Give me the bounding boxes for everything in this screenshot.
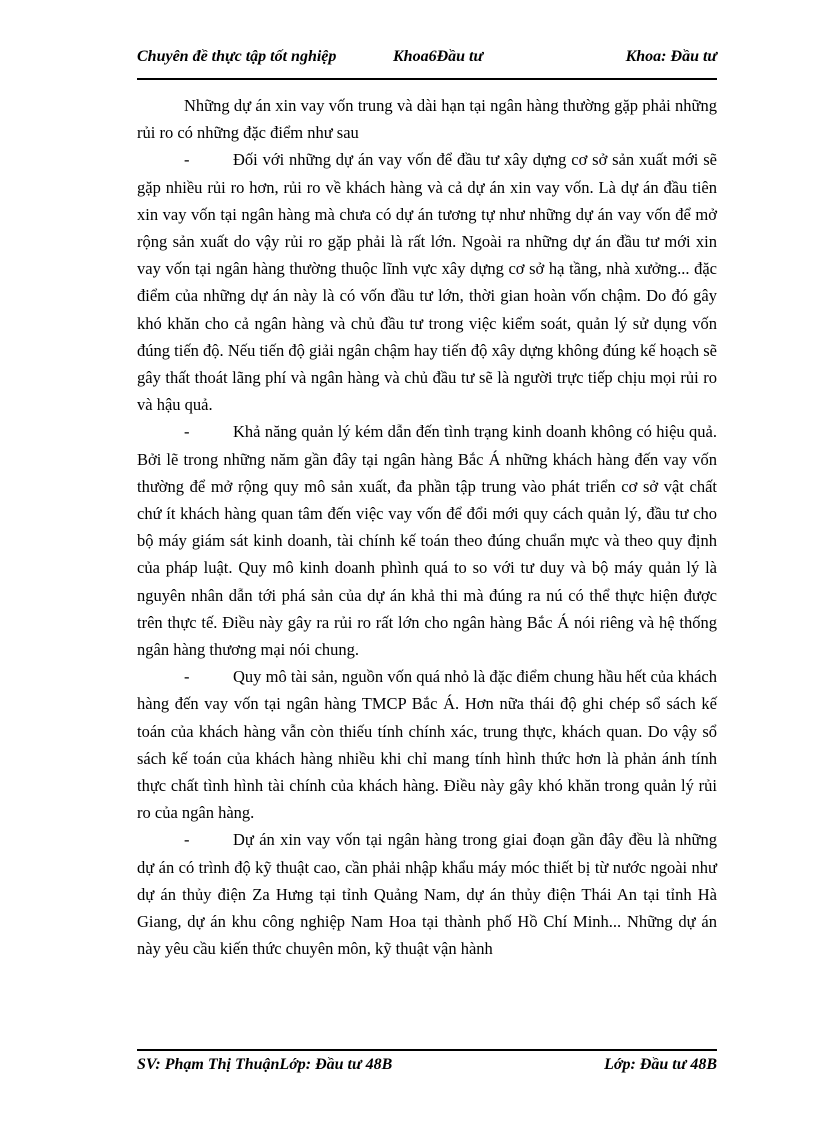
bullet-paragraph xyxy=(137,663,717,826)
bullet-text: Khả năng quản lý kém dẫn đến tình trạng kinh doanh không có hiệu quả. Bởi lẽ trong những năm gần đây tại ngân hàng Bắc Á những khách hàng đến vay vốn thường để mở rộng quy mô sản xuất, đa phần tập trung vào phát triển cơ sở vật chất chứ ít khách hàng quan tâm đến việc vay vốn để đổi mới quy cách quản lý, đầu tư cho bộ máy giám sát kinh doanh, tài chính kế toán theo đúng chuẩn mực và theo quy định của pháp luật. Quy mô kinh doanh phình quá to so với tư duy và bộ máy quản lý là nguyên nhân dẫn tới phá sản của dự án khả thi mà đúng ra nú có thể thực hiện được trên thực tế. Điều này gây ra rủi ro rất lớn cho ngân hàng Bắc Á nói riêng và hệ thống ngân hàng thương mại nói chung. xyxy=(137,422,717,660)
bullet-paragraph xyxy=(137,826,717,962)
page-footer xyxy=(137,1056,717,1080)
page-header xyxy=(137,46,717,72)
footer-student: SV: Phạm Thị ThuậnLớp: Đầu tư 48B xyxy=(137,1056,393,1073)
bullet-dash: - xyxy=(184,150,190,170)
bullet-paragraph xyxy=(137,146,717,418)
bullet-text: Dự án xin vay vốn tại ngân hàng trong giai đoạn gần đây đều là những dự án có trình độ kỹ thuật cao, cần phải nhập khẩu máy móc thiết bị từ nước ngoài như dự án thủy điện Za Hưng tại tỉnh Quảng Nam, dự án thủy điện Thái An tại tỉnh Hà Giang, dự án khu công nghiệp Nam Hoa tại thành phố Hồ Chí Minh... Những dự án này yêu cầu kiến thức chuyên môn, kỹ thuật vận hành xyxy=(137,830,717,959)
bullet-paragraph xyxy=(137,418,717,663)
document-body xyxy=(137,92,717,963)
header-faculty: Khoa: Đầu tư xyxy=(625,48,717,65)
bullet-text: Đối với những dự án vay vốn để đầu tư xây dựng cơ sở sản xuất mới sẽ gặp nhiều rủi ro hơn, rủi ro về khách hàng và cả dự án xin vay vốn. Là dự án đầu tiên xin vay vốn tại ngân hàng mà chưa có dự án tương tự như những dự án vay vốn để mở rộng sản xuất do vậy rủi ro gặp phải là rất lớn. Ngoài ra những dự án đầu tư mới xin vay vốn tại ngân hàng thường thuộc lĩnh vực xây dựng cơ sở hạ tầng, nhà xưởng... đặc điểm của những dự án này là có vốn đầu tư lớn, thời gian hoàn vốn chậm. Do đó gây khó khăn cho cả ngân hàng và chủ đầu tư trong việc kiểm soát, quản lý sử dụng vốn đúng tiến độ. Nếu tiến độ giải ngân chậm hay tiến độ xây dựng không đúng kế hoạch sẽ gây thất thoát lãng phí và ngân hàng và chủ đầu tư sẽ là người trực tiếp chịu mọi rủi ro và hậu quả. xyxy=(137,150,717,415)
footer-class: Lớp: Đầu tư 48B xyxy=(604,1056,717,1073)
intro-paragraph: Những dự án xin vay vốn trung và dài hạn tại ngân hàng thường gặp phải những rủi ro có những đặc điểm như sau xyxy=(137,96,717,143)
bullet-text: Quy mô tài sản, nguồn vốn quá nhỏ là đặc điểm chung hầu hết của khách hàng đến vay vốn tại ngân hàng TMCP Bắc Á. Hơn nữa thái độ ghi chép sổ sách kế toán của khách hàng vẫn còn thiếu tính chính xác, trung thực, khách quan. Do vậy sổ sách kế toán của khách hàng nhiều khi chỉ mang tính hình thức hơn là phản ánh tính thực chất tình hình tài chính của khách hàng. Điều này gây khó khăn trong quản lý rủi ro của ngân hàng. xyxy=(137,667,717,823)
header-rule xyxy=(137,78,717,80)
header-department-code: Khoa6Đầu tư xyxy=(393,48,484,65)
bullet-dash: - xyxy=(184,667,190,687)
bullet-dash: - xyxy=(184,830,190,850)
bullet-dash: - xyxy=(184,422,190,442)
footer-rule xyxy=(137,1049,717,1051)
header-title: Chuyên đề thực tập tốt nghiệp xyxy=(137,48,337,65)
